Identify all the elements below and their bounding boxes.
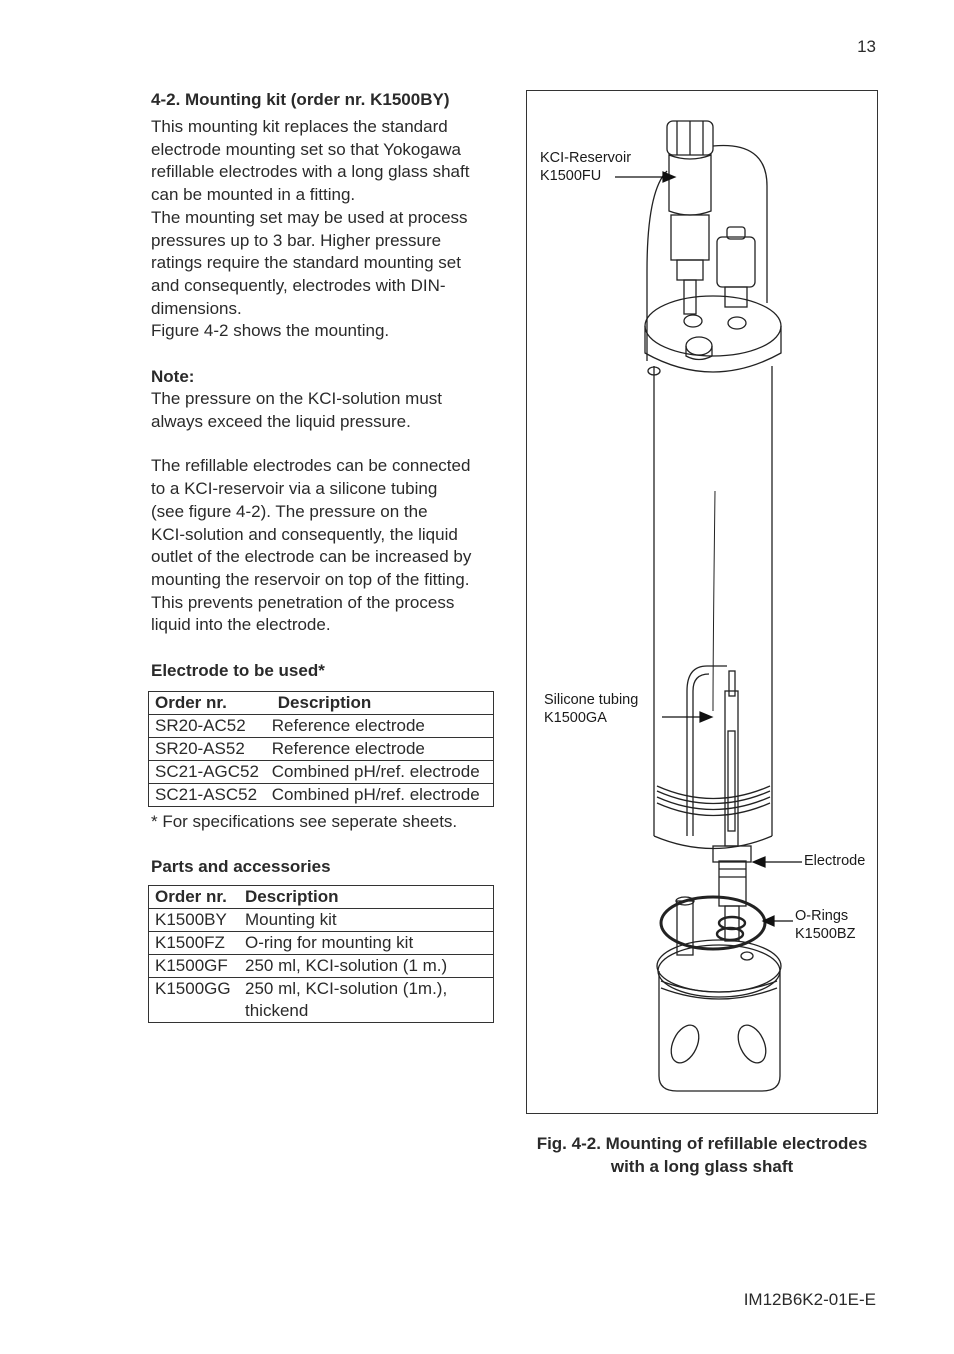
table-header: Order nr. [149,692,266,715]
intro-paragraph [151,116,501,343]
table-row [149,955,494,978]
text-line: Figure 4-2 shows the mounting. [151,321,390,341]
refill-paragraph [151,455,501,637]
label-line: K1500BZ [795,925,856,942]
table-cell [239,978,494,1023]
table-cell: SC21-AGC52 [149,761,266,784]
table-header: Description [266,692,494,715]
text-line: This mounting kit replaces the standard [151,117,448,136]
text-line: mounting the reservoir on top of the fitting. [151,569,470,589]
electrodes-title: Electrode to be used* [151,661,325,681]
callout-lines [615,172,802,926]
parts-table [148,885,494,1023]
table-cell: Combined pH/ref. electrode [271,785,480,805]
label-line: K1500GA [544,709,607,726]
section-title: 4-2. Mounting kit (order nr. K1500BY) [151,90,450,109]
text-line: The refillable electrodes can be connected [151,456,471,476]
text-line: refillable electrodes with a long glass shaft [151,162,470,182]
table-cell: K1500GG [155,979,231,999]
table-cell: SC21-ASC52 [155,785,258,805]
note-title: Note: [151,367,195,387]
table-cell: SR20-AS52 [149,738,266,761]
page-number: 13 [857,37,876,56]
table-cell: O-ring for mounting kit [239,932,494,955]
text-line: can be mounted in a fitting. [151,185,356,205]
text-line: The mounting set may be used at process [151,207,468,227]
table-header: Order nr. [149,886,240,909]
note-paragraph [151,388,501,433]
caption-line: Fig. 4-2. Mounting of refillable electrodes [536,1134,868,1153]
footnote: * For specifications see seperate sheets. [151,812,458,832]
table-cell: 250 ml, KCI-solution (1 m.) [239,955,494,978]
table-row [149,909,494,932]
text-line: The pressure on the KCI-solution must [151,389,443,409]
label-line: KCI-Reservoir [540,150,632,166]
table-cell: K1500BY [149,909,240,932]
text-line: outlet of the electrode can be increased by [151,547,472,567]
text-line: ratings require the standard mounting set [151,253,461,273]
table-cell: K1500GF [149,955,240,978]
table-cell: Reference electrode [266,715,494,738]
callout-silicone-tubing [544,692,638,727]
caption-line: with a long glass shaft [610,1156,794,1176]
text-line: (see figure 4-2). The pressure on the [151,501,428,521]
text-column [151,88,501,1023]
table-cell: Mounting kit [239,909,494,932]
table-cell: Combined pH/ref. electrode [266,761,494,784]
document-id: IM12B6K2-01E-E [743,1290,876,1309]
text-line: to a KCI-reservoir via a silicone tubing [151,479,438,499]
text-line: KCI-solution and consequently, the liquid [151,524,458,544]
silicone-tubing [713,491,715,711]
table-row [149,978,494,1023]
callout-o-rings [795,908,855,943]
cell-line: 250 ml, KCI-solution (1m.), [245,979,448,999]
text-line: always exceed the liquid pressure. [151,411,411,431]
text-line: This prevents penetration of the process [151,592,455,612]
table-row [149,784,494,807]
figure-caption [526,1133,878,1178]
electrodes-table [148,691,494,807]
table-header-row [149,886,494,909]
text-line: electrode mounting set so that Yokogawa [151,139,461,159]
label-line: K1500FU [540,167,602,184]
mounting-illustration [527,91,877,1113]
head-plate [645,296,781,375]
mounting-tube [654,366,772,849]
table-row [149,761,494,784]
table-cell: Reference electrode [266,738,494,761]
table-header-row [149,692,494,715]
cell-line: thickend [245,1001,309,1021]
text-line: and consequently, electrodes with DIN- [151,275,446,295]
label-line: Silicone tubing [544,692,639,708]
table-row [149,932,494,955]
callout-electrode: Electrode [804,853,866,869]
table-row [149,738,494,761]
figure-frame [526,90,878,1114]
text-line: pressures up to 3 bar. Higher pressure [151,230,442,250]
table-cell: K1500FZ [149,932,240,955]
table-cell: SR20-AC52 [149,715,266,738]
parts-title: Parts and accessories [151,857,331,877]
table-header: Description [239,886,494,909]
kci-reservoir [647,121,767,361]
label-line: O-Rings [795,908,849,924]
fitting-housing [657,897,781,1091]
text-line: liquid into the electrode. [151,615,331,635]
text-line: dimensions. [151,298,242,318]
callout-kci-reservoir [540,150,631,185]
table-row [149,715,494,738]
